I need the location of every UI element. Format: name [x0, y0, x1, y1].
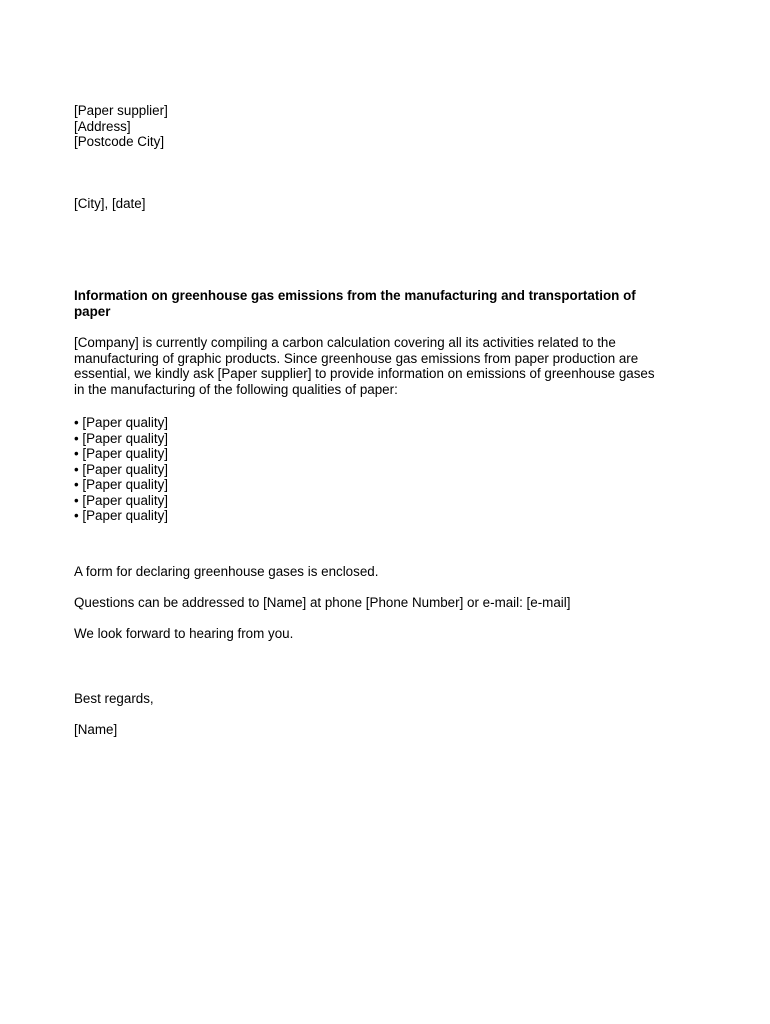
closing [74, 691, 704, 707]
list-item: • [Paper quality] [74, 415, 169, 430]
body-line-4: in the manufacturing of the following qualities of paper: [74, 381, 398, 397]
list-item: • [Paper quality] [74, 477, 169, 492]
body-line-1: [Company] is currently compiling a carbon calculation covering all its activities related to the [74, 335, 616, 350]
contact-text: Questions can be addressed to [Name] at phone [Phone Number] or e-mail: [e-mail] [74, 595, 571, 610]
list-item: • [Paper quality] [74, 508, 169, 523]
subject-line-2: paper [74, 303, 111, 319]
list-item: • [Paper quality] [74, 446, 169, 461]
recipient-postcode-city: [Postcode City] [74, 134, 165, 149]
recipient-name: [Paper supplier] [74, 103, 168, 118]
paper-quality-list [74, 415, 704, 524]
city-date-text: [City], [date] [74, 196, 146, 211]
enclosure-note [74, 564, 704, 580]
look-forward-text: We look forward to hearing from you. [74, 626, 294, 641]
recipient-address-line: [Address] [74, 118, 131, 134]
city-date [74, 196, 704, 212]
recipient-address [74, 103, 704, 150]
body-paragraph [74, 335, 704, 397]
subject-line-1: Information on greenhouse gas emissions from the manufacturing and transportation of [74, 288, 636, 303]
list-item: • [Paper quality] [74, 430, 169, 446]
contact-note [74, 595, 704, 611]
body-line-3: essential, we kindly ask [Paper supplier] to provide information on emissions of greenhouse gases [74, 366, 655, 381]
subject-heading [74, 288, 684, 319]
enclosure-text: A form for declaring greenhouse gases is enclosed. [74, 564, 379, 579]
signature-text: [Name] [74, 722, 118, 737]
closing-text: Best regards, [74, 691, 154, 706]
body-line-2: manufacturing of graphic products. Since greenhouse gas emissions from paper production are [74, 350, 639, 366]
list-item: • [Paper quality] [74, 492, 169, 508]
list-item: • [Paper quality] [74, 461, 169, 477]
signature-name [74, 722, 704, 738]
look-forward-note [74, 626, 704, 642]
